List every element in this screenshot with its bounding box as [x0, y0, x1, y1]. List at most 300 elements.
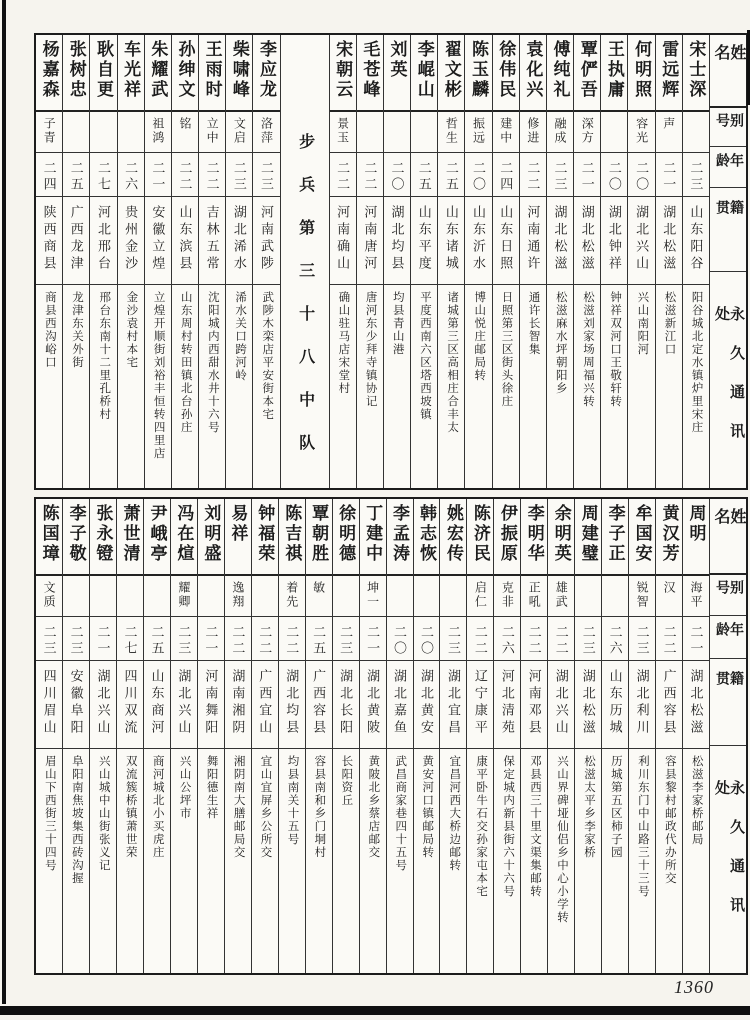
person-column [383, 35, 410, 488]
person-native-cell [63, 197, 89, 285]
person-age: 二二 [661, 625, 677, 657]
person-native: 湖北浠水 [231, 205, 247, 273]
person-address-cell [225, 749, 251, 973]
person-name: 易祥 [228, 504, 248, 544]
person-age: 二一 [579, 161, 595, 193]
person-age-cell [547, 153, 573, 197]
person-address-cell [628, 285, 654, 488]
person-age-cell [226, 153, 252, 197]
person-native: 湖北松滋 [580, 669, 596, 737]
person-age-cell [520, 153, 546, 197]
unit-label-column [280, 35, 329, 488]
person-address: 长阳资丘 [340, 755, 353, 807]
person-age: 二一 [203, 625, 219, 657]
person-alias: 声 [661, 117, 676, 131]
person-column [170, 499, 197, 973]
person-age-cell [90, 617, 116, 661]
person-alias: 建中 [498, 117, 513, 145]
person-address-cell [306, 749, 332, 973]
person-address: 钟祥双河口王敬轩转 [609, 291, 622, 408]
person-age: 二五 [149, 625, 165, 657]
person-alias-cell [357, 112, 383, 153]
person-address-cell [172, 285, 198, 488]
person-alias-cell [333, 576, 359, 617]
person-name: 柴啸峰 [229, 40, 249, 100]
person-native: 湖北松滋 [579, 205, 595, 273]
person-native: 山东平度 [416, 205, 432, 273]
person-address: 均县南关十五号 [286, 755, 299, 846]
person-name-cell [63, 499, 89, 576]
person-age-cell [414, 617, 440, 661]
person-column [628, 499, 655, 973]
person-address: 日照第三区街头徐庄 [500, 291, 513, 408]
person-name-cell [467, 499, 493, 576]
person-native: 广西龙津 [68, 205, 84, 273]
person-native-cell [683, 197, 709, 285]
person-address-cell [656, 749, 682, 973]
person-native-cell [357, 197, 383, 285]
person-address-cell [279, 749, 305, 973]
person-alias: 汉 [662, 581, 677, 595]
person-alias-cell [411, 112, 437, 153]
header-address-cell [710, 272, 746, 488]
person-name-cell [90, 35, 116, 112]
person-age: 二二 [204, 161, 220, 193]
person-name-cell [357, 35, 383, 112]
person-age: 二七 [95, 161, 111, 193]
person-name-cell [465, 35, 491, 112]
person-address-cell [683, 749, 709, 973]
person-age: 二一 [688, 625, 704, 657]
person-name-cell [493, 35, 519, 112]
person-alias: 海平 [689, 581, 704, 609]
person-name: 张永镫 [93, 504, 113, 564]
person-native-cell [521, 661, 547, 749]
header-address-label: 永久通讯处 [713, 780, 744, 937]
person-column [601, 499, 628, 973]
person-alias: 正吼 [527, 581, 542, 609]
person-age-cell [602, 617, 628, 661]
person-native: 湖北松滋 [552, 205, 568, 273]
person-column [224, 499, 251, 973]
person-age: 二三 [634, 625, 650, 657]
person-native-cell [252, 661, 278, 749]
person-native: 湖北黄安 [418, 669, 434, 737]
person-column [439, 499, 466, 973]
person-address: 黄安河口镇邮局转 [421, 755, 434, 859]
person-native-cell [90, 197, 116, 285]
person-name: 朱耀武 [148, 40, 168, 100]
person-address: 松滋李家桥邮局 [690, 755, 703, 846]
person-address: 沈阳城内西甜水井十六号 [206, 291, 219, 434]
header-native-label: 籍贯 [714, 200, 743, 243]
person-age: 二二 [257, 625, 273, 657]
person-alias: 祖鸿 [150, 117, 165, 145]
person-address: 博山悦庄邮局转 [473, 291, 486, 382]
person-native-cell [467, 661, 493, 749]
header-age-cell [710, 616, 746, 660]
person-address-cell [465, 285, 491, 488]
person-column [519, 35, 546, 488]
person-name: 陈玉麟 [469, 40, 489, 100]
person-name-cell [602, 499, 628, 576]
person-name-cell [90, 499, 116, 576]
person-address: 金沙袁村本宅 [125, 291, 138, 369]
person-alias-cell [494, 576, 520, 617]
person-alias-cell [683, 112, 709, 153]
person-age: 二一 [661, 161, 677, 193]
person-age-cell [357, 153, 383, 197]
person-age-cell [63, 617, 89, 661]
person-name: 李崐山 [414, 40, 434, 100]
person-alias-cell [683, 576, 709, 617]
person-alias-cell [602, 576, 628, 617]
person-address-cell [199, 285, 225, 488]
person-age-cell [683, 153, 709, 197]
person-address-cell [629, 749, 655, 973]
person-native-cell [656, 661, 682, 749]
person-address: 容县黎村邮政代办所交 [663, 755, 676, 885]
person-name: 李子正 [605, 504, 625, 564]
person-address-cell [438, 285, 464, 488]
person-alias: 立中 [205, 117, 220, 145]
person-address-cell [63, 285, 89, 488]
person-age-cell [36, 617, 62, 661]
person-name-cell [330, 35, 356, 112]
person-column [62, 499, 89, 973]
person-column [252, 35, 279, 488]
person-column [198, 35, 225, 488]
person-alias: 哲生 [444, 117, 459, 145]
person-alias-cell [360, 576, 386, 617]
person-age: 二一 [365, 625, 381, 657]
person-age-cell [90, 153, 116, 197]
person-native: 山东滨县 [177, 205, 193, 273]
person-alias: 敏 [311, 581, 326, 595]
person-name: 徐明德 [336, 504, 356, 564]
person-address: 通许长智集 [527, 291, 540, 356]
person-age-cell [384, 153, 410, 197]
person-age-cell [279, 617, 305, 661]
person-address: 立煌开顺街刘裕丰恒转四里店 [152, 291, 165, 460]
person-name-cell [683, 499, 709, 576]
person-address: 双流簇桥镇萧世荣 [124, 755, 137, 859]
header-address-label: 永久通讯处 [713, 305, 744, 462]
person-native: 河北邢台 [95, 205, 111, 273]
person-column [332, 499, 359, 973]
person-name-cell [63, 35, 89, 112]
person-age: 二三 [176, 625, 192, 657]
person-address-cell [360, 749, 386, 973]
person-address-cell [574, 285, 600, 488]
person-address: 康平卧牛石交孙家屯本宅 [475, 755, 488, 898]
person-age: 二三 [552, 161, 568, 193]
person-column [413, 499, 440, 973]
person-column [573, 35, 600, 488]
person-name-cell [171, 499, 197, 576]
person-native-cell [117, 661, 143, 749]
person-address-cell [118, 285, 144, 488]
header-name-cell [710, 499, 746, 575]
person-address: 商县西沟峪口 [43, 291, 56, 369]
person-address: 眉山下西街三十四号 [43, 755, 56, 872]
person-address: 确山驻马店宋堂村 [337, 291, 350, 395]
person-age: 二〇 [389, 161, 405, 193]
person-native-cell [494, 661, 520, 749]
person-name: 毛苍峰 [360, 40, 380, 100]
person-age-cell [467, 617, 493, 661]
person-native-cell [253, 197, 279, 285]
person-age: 二五 [311, 625, 327, 657]
person-alias-cell [601, 112, 627, 153]
person-age-cell [465, 153, 491, 197]
person-address-cell [90, 285, 116, 488]
person-address-cell [384, 285, 410, 488]
person-name-cell [117, 499, 143, 576]
person-column [251, 499, 278, 973]
person-address-cell [387, 749, 413, 973]
person-name: 何明照 [632, 40, 652, 100]
person-age: 二二 [525, 161, 541, 193]
person-alias: 锐智 [635, 581, 650, 609]
header-age-label: 年龄 [714, 621, 743, 642]
person-column [356, 35, 383, 488]
person-name-cell [226, 35, 252, 112]
person-native: 河南武陟 [259, 205, 274, 273]
person-name: 杨嘉森 [39, 40, 59, 100]
person-native: 湖北宜昌 [445, 669, 461, 737]
person-native: 湖北利川 [634, 669, 650, 737]
person-column [464, 35, 491, 488]
person-native: 贵州金沙 [123, 205, 139, 273]
person-alias-cell [172, 112, 198, 153]
person-name: 耿自更 [93, 40, 113, 100]
person-column [117, 35, 144, 488]
person-column [89, 35, 116, 488]
person-name: 尹峨亭 [147, 504, 167, 564]
person-native-cell [548, 661, 574, 749]
person-age: 二二 [526, 625, 542, 657]
person-address-cell [90, 749, 116, 973]
person-address-cell [548, 749, 574, 973]
person-native: 安徽立煌 [150, 205, 166, 273]
person-native: 安徽阜阳 [68, 669, 84, 737]
field-header-column [709, 499, 746, 973]
person-name-cell [520, 35, 546, 112]
person-age: 二五 [416, 161, 432, 193]
person-alias-cell [306, 576, 332, 617]
person-column [547, 499, 574, 973]
person-address: 宜昌河西大桥边邮转 [448, 755, 461, 872]
person-address-cell [601, 285, 627, 488]
person-name: 钟福荣 [255, 504, 275, 564]
person-alias-cell [414, 576, 440, 617]
person-column [655, 35, 682, 488]
person-native: 湖北松滋 [661, 205, 677, 273]
person-alias-cell [575, 576, 601, 617]
person-name: 牟国安 [632, 504, 652, 564]
person-age: 二二 [362, 161, 378, 193]
person-native-cell [629, 661, 655, 749]
person-address: 唐河东少拜寺镇协记 [364, 291, 377, 408]
person-native-cell [438, 197, 464, 285]
person-native-cell [225, 661, 251, 749]
person-native-cell [306, 661, 332, 749]
person-native-cell [90, 661, 116, 749]
person-name: 周建璧 [578, 504, 598, 564]
person-age-cell [656, 617, 682, 661]
person-native-cell [63, 661, 89, 749]
person-native: 湖北长阳 [338, 669, 354, 737]
person-age-cell [656, 153, 682, 197]
person-age: 二三 [231, 161, 247, 193]
person-address-cell [198, 749, 224, 973]
person-age-cell [493, 153, 519, 197]
person-name: 车光祥 [121, 40, 141, 100]
person-address-cell [414, 749, 440, 973]
roster-table-bottom [34, 497, 748, 975]
person-native-cell [172, 197, 198, 285]
person-name: 傅纯礼 [550, 40, 570, 100]
person-column [627, 35, 654, 488]
person-name: 刘明盛 [201, 504, 221, 564]
person-age: 二四 [498, 161, 514, 193]
person-address: 湘阴南大膳邮局交 [232, 755, 245, 859]
person-name: 李孟涛 [390, 504, 410, 564]
person-alias-cell [198, 576, 224, 617]
person-address: 宜山宜屏乡公所交 [259, 755, 272, 859]
person-name: 孙绅文 [175, 40, 195, 100]
person-address-cell [145, 285, 171, 488]
person-name-cell [521, 499, 547, 576]
person-name: 徐伟民 [496, 40, 516, 100]
person-age-cell [548, 617, 574, 661]
person-native: 河南确山 [335, 205, 351, 273]
person-native: 湖北兴山 [634, 205, 650, 273]
person-age: 二三 [445, 625, 461, 657]
person-alias-cell [493, 112, 519, 153]
person-name-cell [547, 35, 573, 112]
person-column [574, 499, 601, 973]
person-age-cell [118, 153, 144, 197]
person-native: 湖北钟祥 [606, 205, 622, 273]
person-name: 宋朝云 [333, 40, 353, 100]
person-age: 二三 [259, 161, 274, 193]
person-address-cell [330, 285, 356, 488]
person-native-cell [575, 661, 601, 749]
person-native: 湖北兴山 [176, 669, 192, 737]
person-address-cell [440, 749, 466, 973]
person-name-cell [172, 35, 198, 112]
person-alias-cell [145, 112, 171, 153]
person-alias-cell [656, 112, 682, 153]
person-age-cell [575, 617, 601, 661]
person-name-cell [440, 499, 466, 576]
person-column [492, 35, 519, 488]
person-name-cell [384, 35, 410, 112]
person-name-cell [145, 35, 171, 112]
person-alias: 子青 [42, 117, 57, 145]
person-name: 宋士深 [686, 40, 706, 100]
person-age-cell [117, 617, 143, 661]
person-age: 二五 [68, 161, 84, 193]
person-address: 均县青山港 [391, 291, 404, 356]
person-age-cell [145, 153, 171, 197]
person-age: 二六 [607, 625, 623, 657]
person-alias-cell [467, 576, 493, 617]
person-age-cell [36, 153, 62, 197]
person-age: 二二 [284, 625, 300, 657]
person-native: 山东日照 [498, 205, 514, 273]
person-name-cell [601, 35, 627, 112]
person-name: 刘英 [387, 40, 407, 80]
person-name-cell [252, 499, 278, 576]
person-native-cell [656, 197, 682, 285]
person-column [62, 35, 89, 488]
person-native: 河南唐河 [362, 205, 378, 273]
person-native: 山东历城 [607, 669, 623, 737]
person-name: 陈济民 [470, 504, 490, 564]
person-alias-cell [465, 112, 491, 153]
header-address-cell [710, 746, 746, 973]
header-age-cell [710, 147, 746, 189]
person-native-cell [601, 197, 627, 285]
person-address: 商河城北小买虎庄 [151, 755, 164, 859]
person-alias: 景玉 [335, 117, 350, 145]
person-address-cell [467, 749, 493, 973]
person-alias-cell [628, 112, 654, 153]
person-native-cell [384, 197, 410, 285]
person-native: 湖北兴山 [553, 669, 569, 737]
person-native-cell [440, 661, 466, 749]
person-age-cell [411, 153, 437, 197]
person-alias-cell [90, 576, 116, 617]
person-age-cell [63, 153, 89, 197]
person-address-cell [493, 285, 519, 488]
person-column [225, 35, 252, 488]
person-age-cell [253, 153, 279, 197]
person-address-cell [36, 749, 62, 973]
person-alias-cell [117, 576, 143, 617]
person-address: 武昌商家巷四十五号 [394, 755, 407, 872]
person-address-cell [547, 285, 573, 488]
person-name-cell [279, 499, 305, 576]
person-name-cell [360, 499, 386, 576]
roster-table-top [34, 33, 748, 490]
person-native: 山东诸城 [443, 205, 459, 273]
person-age: 二二 [335, 161, 351, 193]
person-column [546, 35, 573, 488]
person-name: 韩志恢 [416, 504, 436, 564]
person-address: 松滋太平乡李家桥 [582, 755, 595, 859]
person-age: 二一 [95, 625, 111, 657]
person-native: 四川双流 [122, 669, 138, 737]
person-name-cell [411, 35, 437, 112]
person-name: 李子敬 [66, 504, 86, 564]
header-name-cell [710, 35, 746, 108]
person-column [36, 499, 62, 973]
person-age: 二六 [123, 161, 139, 193]
person-alias-cell [253, 112, 279, 153]
person-address-cell [63, 749, 89, 973]
person-native: 吉林五常 [204, 205, 220, 273]
person-address-cell [602, 749, 628, 973]
person-age: 二二 [472, 625, 488, 657]
person-native: 河南舞阳 [203, 669, 219, 737]
person-name-cell [414, 499, 440, 576]
person-age: 二三 [580, 625, 596, 657]
person-native-cell [360, 661, 386, 749]
